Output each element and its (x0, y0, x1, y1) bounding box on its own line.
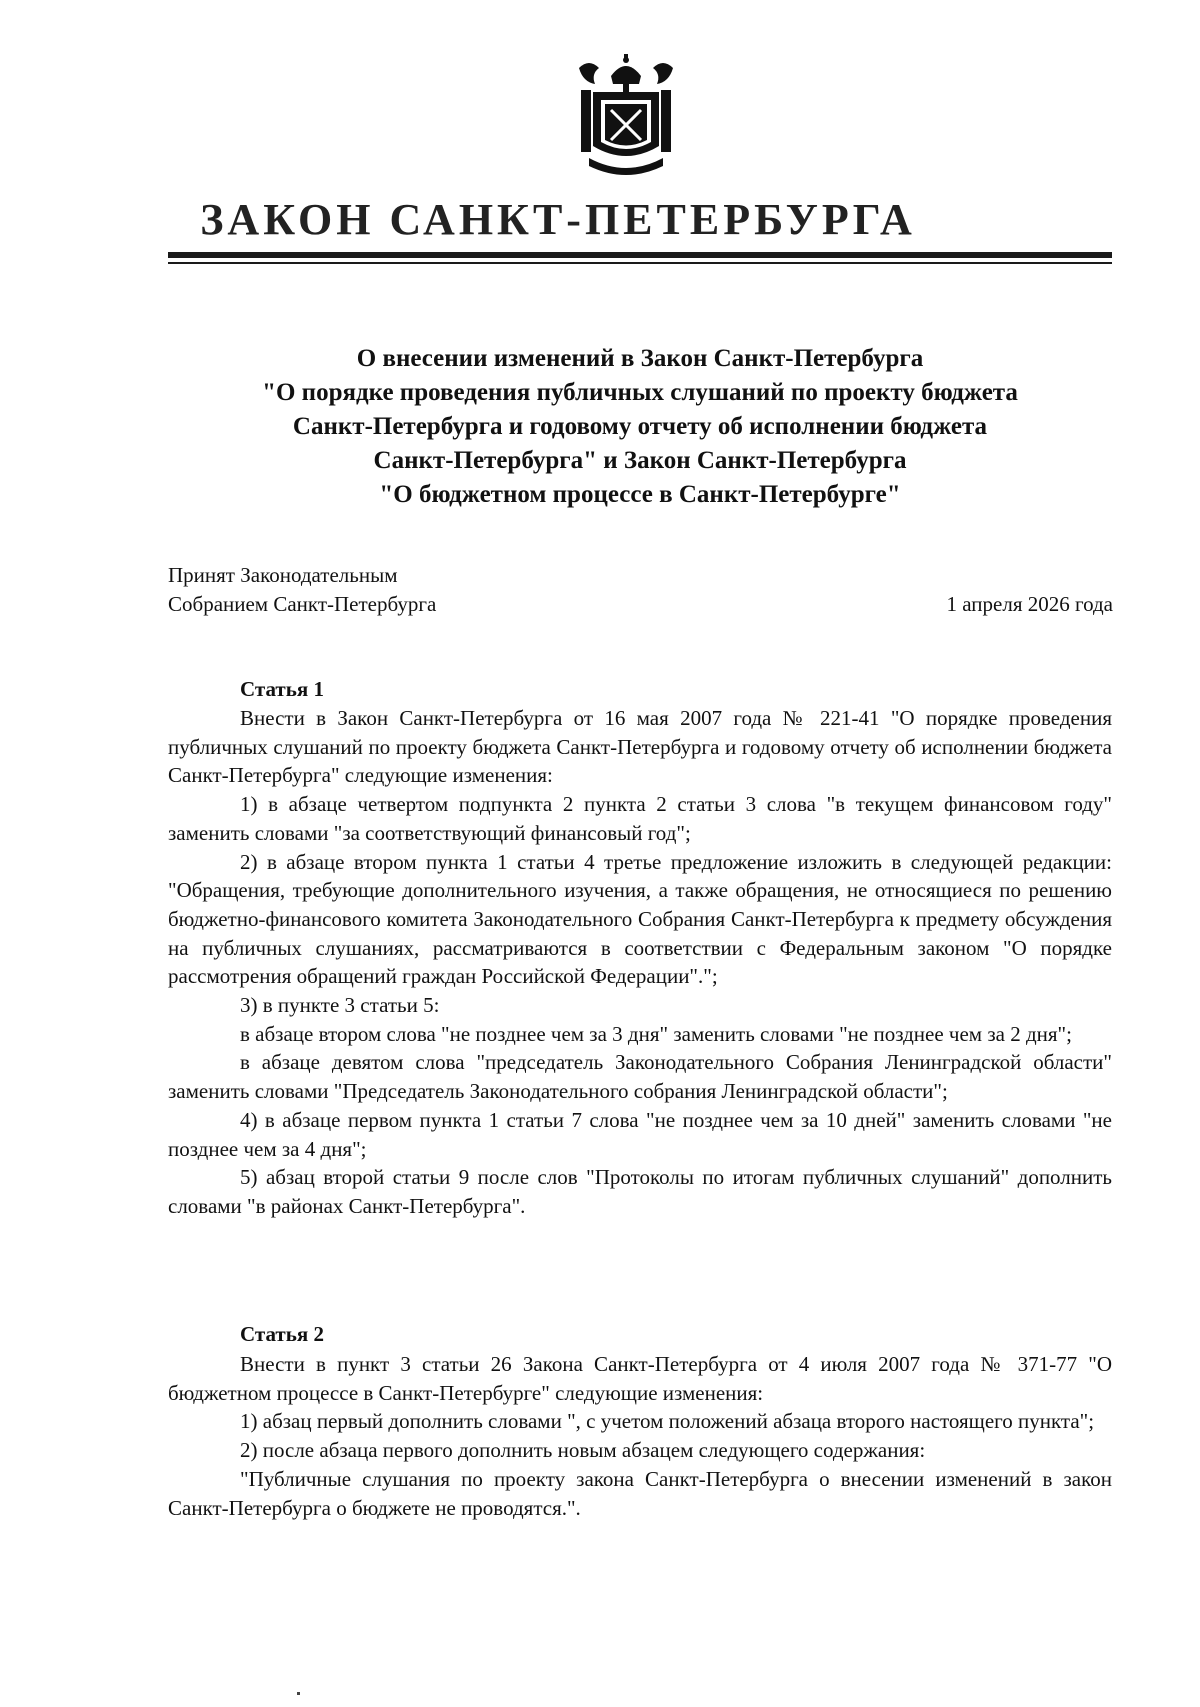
article-1-paragraph: Внести в Закон Санкт-Петербурга от 16 мая 2007 года № 221-41 "О порядке проведения публичных слушаний по проекту бюджета Санкт-Петербурга и годовому отчету об исполнении бюджета Санкт-Петербурга" следующие изменения: (168, 706, 1112, 788)
scan-speck (297, 1692, 300, 1695)
article-1-paragraph: 5) абзац второй статьи 9 после слов "Протоколы по итогам публичных слушаний" дополнить словами "в районах Санкт-Петербурга". (168, 1165, 1112, 1218)
article-1-title: Статья 1 (240, 677, 324, 701)
article-2-paragraph: "Публичные слушания по проекту закона Санкт-Петербурга о внесении изменений в закон Санкт-Петербурга о бюджете не проводятся.". (168, 1466, 1112, 1520)
article-2-paragraph: Внести в пункт 3 статьи 26 Закона Санкт-Петербурга от 4 июля 2007 года № 371-77 "О бюджетном процессе в Санкт-Петербурге" следующие изменения: (168, 1352, 1112, 1405)
article-2-body (168, 1350, 1112, 1522)
article-1-body (168, 704, 1112, 1221)
heading-line: Санкт-Петербурга и годовому отчету об исполнении бюджета (292, 413, 988, 440)
adopted-by-line: Собранием Санкт-Петербурга (168, 592, 437, 616)
title-rule-thick (168, 252, 1112, 258)
article-1-paragraph: 2) в абзаце втором пункта 1 статьи 4 третье предложение изложить в следующей редакции: "Обращения, требующие дополнительного изучения, а также обращения, не относящиеся по решению бюджетно-финансового комитета Законодательного Собрания Санкт-Петербурга к предмету обсуждения на публичных слушаниях, рассматриваются в соответствии с Федеральным законом "О порядке рассмотрения обращений граждан Российской Федерации"."; (168, 849, 1112, 989)
heading-line: "О порядке проведения публичных слушаний по проекту бюджета (262, 379, 1018, 406)
article-2-paragraph: 1) абзац первый дополнить словами ", с учетом положений абзаца второго настоящего пункта"; (240, 1409, 1095, 1434)
article-2-title: Статья 2 (240, 1322, 324, 1346)
heading-line: Санкт-Петербурга" и Закон Санкт-Петербурга (373, 447, 907, 474)
coat-of-arms-icon (571, 54, 681, 182)
article-1-paragraph: 1) в абзаце четвертом подпункта 2 пункта 2 статьи 3 слова "в текущем финансовом году" заменить словами "за соответствующий финансовый год"; (168, 792, 1112, 845)
law-title: ЗАКОН САНКТ-ПЕТЕРБУРГА (200, 195, 916, 244)
title-rule-thin (168, 262, 1112, 264)
heading-line: О внесении изменений в Закон Санкт-Петербурга (356, 345, 924, 372)
article-1-paragraph: в абзаце втором слова "не позднее чем за 3 дня" заменить словами "не позднее чем за 2 дня"; (240, 1021, 1072, 1046)
article-1-paragraph: 4) в абзаце первом пункта 1 статьи 7 слова "не позднее чем за 10 дней" заменить словами "не позднее чем за 4 дня"; (168, 1107, 1112, 1161)
article-1-paragraph: 3) в пункте 3 статьи 5: (240, 993, 440, 1018)
article-1-paragraph: в абзаце девятом слова "председатель Законодательного Собрания Ленинградской области" заменить словами "Председатель Законодательного собрания Ленинградской области"; (168, 1050, 1112, 1104)
adopted-by-line: Принят Законодательным (168, 563, 398, 587)
heading-line: "О бюджетном процессе в Санкт-Петербурге" (379, 481, 901, 508)
article-2-paragraph: 2) после абзаца первого дополнить новым абзацем следующего содержания: (240, 1438, 926, 1463)
adopted-by (168, 561, 436, 619)
adoption-date: 1 апреля 2026 года (946, 592, 1113, 616)
document-heading (168, 342, 1112, 512)
